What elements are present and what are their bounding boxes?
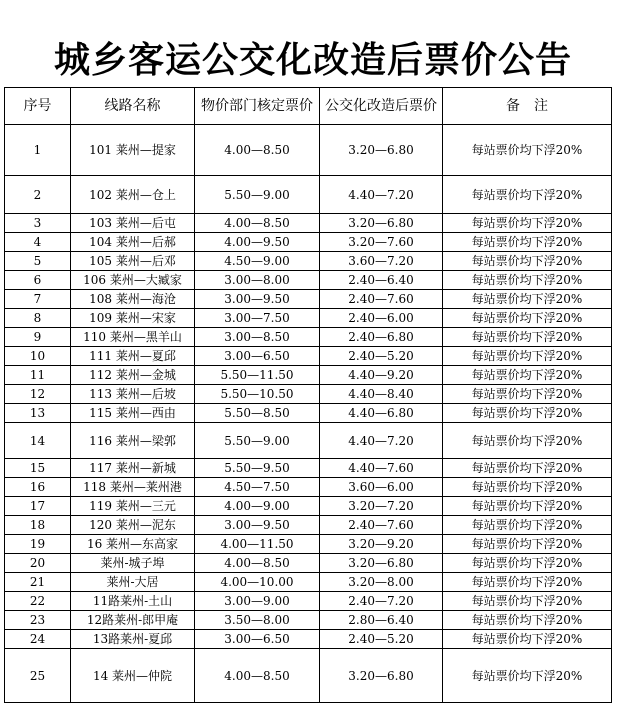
row-route: 116 莱州—梁郭	[71, 423, 195, 459]
row-no: 9	[5, 328, 71, 347]
row-after-price: 2.40—5.20	[320, 347, 443, 366]
row-note: 每站票价均下浮20%	[443, 309, 612, 328]
row-after-price: 4.40—9.20	[320, 366, 443, 385]
row-route: 103 莱州—后屯	[71, 214, 195, 233]
table-header-row	[5, 88, 612, 125]
row-note: 每站票价均下浮20%	[443, 459, 612, 478]
row-after-price: 3.60—6.00	[320, 478, 443, 497]
table-row	[5, 423, 612, 459]
row-approved-price: 4.00—10.00	[195, 573, 320, 592]
row-route: 莱州-城子埠	[71, 554, 195, 573]
row-after-price: 2.40—6.40	[320, 271, 443, 290]
row-after-price: 3.20—7.60	[320, 233, 443, 252]
table-row	[5, 347, 612, 366]
row-approved-price: 3.00—7.50	[195, 309, 320, 328]
row-after-price: 3.20—6.80	[320, 214, 443, 233]
table-row	[5, 252, 612, 271]
row-route: 117 莱州—新城	[71, 459, 195, 478]
table-row	[5, 385, 612, 404]
row-no: 22	[5, 592, 71, 611]
row-note: 每站票价均下浮20%	[443, 535, 612, 554]
row-after-price: 2.40—6.00	[320, 309, 443, 328]
row-no: 21	[5, 573, 71, 592]
row-approved-price: 4.00—8.50	[195, 554, 320, 573]
row-note: 每站票价均下浮20%	[443, 611, 612, 630]
row-note: 每站票价均下浮20%	[443, 385, 612, 404]
row-note: 每站票价均下浮20%	[443, 176, 612, 214]
row-route: 118 莱州—莱州港	[71, 478, 195, 497]
row-approved-price: 3.00—8.50	[195, 328, 320, 347]
row-note: 每站票价均下浮20%	[443, 497, 612, 516]
table-row	[5, 611, 612, 630]
row-approved-price: 4.00—9.50	[195, 233, 320, 252]
row-route: 106 莱州—大臧家	[71, 271, 195, 290]
row-approved-price: 4.50—9.00	[195, 252, 320, 271]
row-route: 12路莱州-郎甲庵	[71, 611, 195, 630]
row-route: 13路莱州-夏邱	[71, 630, 195, 649]
row-route: 101 莱州—提家	[71, 125, 195, 176]
row-no: 2	[5, 176, 71, 214]
row-approved-price: 5.50—10.50	[195, 385, 320, 404]
table-row	[5, 404, 612, 423]
row-approved-price: 5.50—9.00	[195, 423, 320, 459]
row-route: 102 莱州—仓上	[71, 176, 195, 214]
row-after-price: 2.40—6.80	[320, 328, 443, 347]
row-no: 6	[5, 271, 71, 290]
row-after-price: 4.40—7.20	[320, 176, 443, 214]
row-no: 1	[5, 125, 71, 176]
row-note: 每站票价均下浮20%	[443, 404, 612, 423]
table-row	[5, 516, 612, 535]
row-after-price: 4.40—6.80	[320, 404, 443, 423]
row-no: 13	[5, 404, 71, 423]
row-route: 105 莱州—后邓	[71, 252, 195, 271]
row-route: 119 莱州—三元	[71, 497, 195, 516]
row-after-price: 3.20—8.00	[320, 573, 443, 592]
row-note: 每站票价均下浮20%	[443, 252, 612, 271]
row-approved-price: 3.50—8.00	[195, 611, 320, 630]
row-no: 10	[5, 347, 71, 366]
row-route: 115 莱州—西由	[71, 404, 195, 423]
row-route: 莱州-大居	[71, 573, 195, 592]
row-approved-price: 3.00—9.50	[195, 290, 320, 309]
table-row	[5, 554, 612, 573]
row-no: 23	[5, 611, 71, 630]
row-after-price: 4.40—8.40	[320, 385, 443, 404]
row-route: 11路莱州-土山	[71, 592, 195, 611]
header-approved-price: 物价部门核定票价	[195, 88, 320, 125]
row-after-price: 3.20—6.80	[320, 554, 443, 573]
row-approved-price: 3.00—9.00	[195, 592, 320, 611]
row-approved-price: 5.50—9.50	[195, 459, 320, 478]
row-approved-price: 4.00—9.00	[195, 497, 320, 516]
header-after-price: 公交化改造后票价	[320, 88, 443, 125]
row-no: 25	[5, 649, 71, 703]
row-route: 111 莱州—夏邱	[71, 347, 195, 366]
row-note: 每站票价均下浮20%	[443, 125, 612, 176]
row-no: 20	[5, 554, 71, 573]
row-no: 8	[5, 309, 71, 328]
row-no: 7	[5, 290, 71, 309]
row-note: 每站票价均下浮20%	[443, 649, 612, 703]
table-row	[5, 573, 612, 592]
row-after-price: 3.20—9.20	[320, 535, 443, 554]
row-approved-price: 3.00—8.00	[195, 271, 320, 290]
row-approved-price: 4.50—7.50	[195, 478, 320, 497]
fare-table	[4, 87, 612, 703]
table-row	[5, 366, 612, 385]
row-note: 每站票价均下浮20%	[443, 423, 612, 459]
row-note: 每站票价均下浮20%	[443, 630, 612, 649]
row-approved-price: 3.00—6.50	[195, 630, 320, 649]
row-approved-price: 3.00—6.50	[195, 347, 320, 366]
row-route: 108 莱州—海沧	[71, 290, 195, 309]
row-no: 18	[5, 516, 71, 535]
table-row	[5, 176, 612, 214]
row-no: 12	[5, 385, 71, 404]
table-row	[5, 214, 612, 233]
row-note: 每站票价均下浮20%	[443, 233, 612, 252]
row-note: 每站票价均下浮20%	[443, 290, 612, 309]
row-route: 110 莱州—黑羊山	[71, 328, 195, 347]
table-row	[5, 630, 612, 649]
row-approved-price: 5.50—11.50	[195, 366, 320, 385]
row-after-price: 3.60—7.20	[320, 252, 443, 271]
row-note: 每站票价均下浮20%	[443, 271, 612, 290]
row-no: 5	[5, 252, 71, 271]
row-note: 每站票价均下浮20%	[443, 328, 612, 347]
row-note: 每站票价均下浮20%	[443, 592, 612, 611]
row-note: 每站票价均下浮20%	[443, 554, 612, 573]
table-row	[5, 290, 612, 309]
header-route: 线路名称	[71, 88, 195, 125]
row-approved-price: 4.00—8.50	[195, 125, 320, 176]
row-approved-price: 3.00—9.50	[195, 516, 320, 535]
table-row	[5, 592, 612, 611]
row-route: 113 莱州—后坡	[71, 385, 195, 404]
table-row	[5, 125, 612, 176]
row-note: 每站票价均下浮20%	[443, 214, 612, 233]
row-after-price: 2.80—6.40	[320, 611, 443, 630]
row-no: 19	[5, 535, 71, 554]
row-approved-price: 4.00—8.50	[195, 649, 320, 703]
page-title: 城乡客运公交化改造后票价公告	[53, 39, 572, 81]
row-no: 11	[5, 366, 71, 385]
row-route: 16 莱州—东高家	[71, 535, 195, 554]
table-row	[5, 535, 612, 554]
row-no: 16	[5, 478, 71, 497]
row-approved-price: 4.00—8.50	[195, 214, 320, 233]
row-after-price: 2.40—7.20	[320, 592, 443, 611]
row-note: 每站票价均下浮20%	[443, 573, 612, 592]
row-route: 104 莱州—后郝	[71, 233, 195, 252]
table-row	[5, 497, 612, 516]
row-after-price: 2.40—5.20	[320, 630, 443, 649]
row-no: 3	[5, 214, 71, 233]
row-route: 112 莱州—金城	[71, 366, 195, 385]
table-row	[5, 459, 612, 478]
table-row	[5, 309, 612, 328]
row-no: 24	[5, 630, 71, 649]
row-no: 4	[5, 233, 71, 252]
row-no: 17	[5, 497, 71, 516]
row-no: 15	[5, 459, 71, 478]
row-after-price: 2.40—7.60	[320, 516, 443, 535]
row-after-price: 3.20—6.80	[320, 649, 443, 703]
row-approved-price: 4.00—11.50	[195, 535, 320, 554]
row-route: 109 莱州—宋家	[71, 309, 195, 328]
table-row	[5, 233, 612, 252]
row-after-price: 2.40—7.60	[320, 290, 443, 309]
row-after-price: 3.20—7.20	[320, 497, 443, 516]
row-after-price: 3.20—6.80	[320, 125, 443, 176]
row-note: 每站票价均下浮20%	[443, 516, 612, 535]
row-route: 120 莱州—泥东	[71, 516, 195, 535]
table-row	[5, 328, 612, 347]
row-after-price: 4.40—7.60	[320, 459, 443, 478]
header-seq: 序号	[5, 88, 71, 125]
row-note: 每站票价均下浮20%	[443, 478, 612, 497]
row-note: 每站票价均下浮20%	[443, 347, 612, 366]
table-row	[5, 271, 612, 290]
header-note: 备 注	[443, 88, 612, 125]
table-row	[5, 649, 612, 703]
table-row	[5, 478, 612, 497]
row-approved-price: 5.50—8.50	[195, 404, 320, 423]
row-no: 14	[5, 423, 71, 459]
row-after-price: 4.40—7.20	[320, 423, 443, 459]
row-route: 14 莱州—仲院	[71, 649, 195, 703]
row-note: 每站票价均下浮20%	[443, 366, 612, 385]
row-approved-price: 5.50—9.00	[195, 176, 320, 214]
